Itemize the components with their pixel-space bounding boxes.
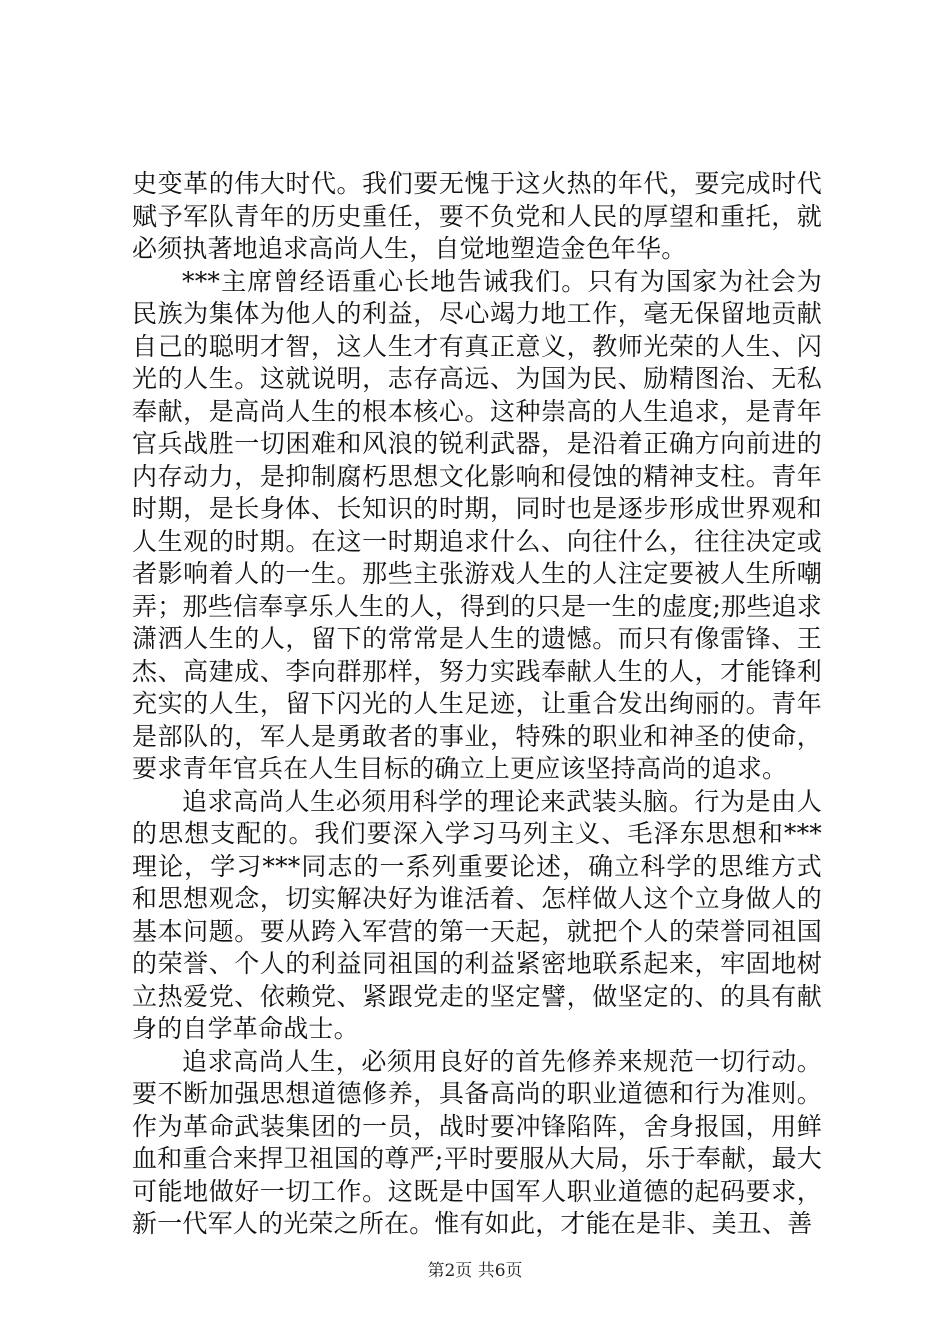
paragraph-3: 追求高尚人生必须用科学的理论来武装头脑。行为是由人的思想支配的。我们要深入学习马列主义、毛泽东思想和***理论，学习***同志的一系列重要论述，确立科学的思维方式和思想观念，切实解决好为谁活着、怎样做人这个立身做人的基本问题。要从跨入军营的第一天起，就把个人的荣誉同祖国的荣誉、个人的利益同祖国的利益紧密地联系起来，牢固地树立热爱党、依赖党、紧跟党走的坚定譬，做坚定的、的具有献身的自学革命战士。 [132, 786, 822, 1043]
paragraph-4: 追求高尚人生，必须用良好的首先修养来规范一切行动。要不断加强思想道德修养，具备高尚的职业道德和行为准则。作为革命武装集团的一员，战时要冲锋陷阵，舍身报国，用鲜血和重合来捍卫祖国的尊严;平时要服从大局，乐于奉献，最大可能地做好一切工作。这既是中国军人职业道德的起码要求，新一代军人的光荣之所在。惟有如此，才能在是非、美丑、善 [132, 1046, 822, 1238]
paragraph-2: ***主席曾经语重心长地告诫我们。只有为国家为社会为民族为集体为他人的利益，尽心竭力地工作，毫无保留地贡献自己的聪明才智，这人生才有真正意义，教师光荣的人生、闪光的人生。这就说明，志存高远、为国为民、励精图治、无私奉献，是高尚人生的根本核心。这种崇高的人生追求，是青年官兵战胜一切困难和风浪的锐利武器，是沿着正确方向前进的内存动力，是抑制腐朽思想文化影响和侵蚀的精神支柱。青年时期，是长身体、长知识的时期，同时也是逐步形成世界观和人生观的时期。在这一时期追求什么、向往什么，往往决定或者影响着人的一生。那些主张游戏人生的人注定要被人生所嘲弄；那些信奉享乐人生的人，得到的只是一生的虚度;那些追求潇洒人生的人，留下的常常是人生的遗憾。而只有像雷锋、王杰、高建成、李向群那样，努力实践奉献人生的人，才能锋利充实的人生，留下闪光的人生足迹，让重合发出绚丽的。青年是部队的，军人是勇敢者的事业，特殊的职业和神圣的使命，要求青年官兵在人生目标的确立上更应该坚持高尚的追求。 [132, 266, 822, 783]
page-number-footer: 第2页 共6页 [427, 1261, 523, 1281]
paragraph-1: 史变革的伟大时代。我们要无愧于这火热的年代，要完成时代赋予军队青年的历史重任，要不负党和人民的厚望和重托，就必须执著地追求高尚人生，自觉地塑造金色年华。 [132, 169, 822, 263]
document-body [132, 168, 822, 1241]
